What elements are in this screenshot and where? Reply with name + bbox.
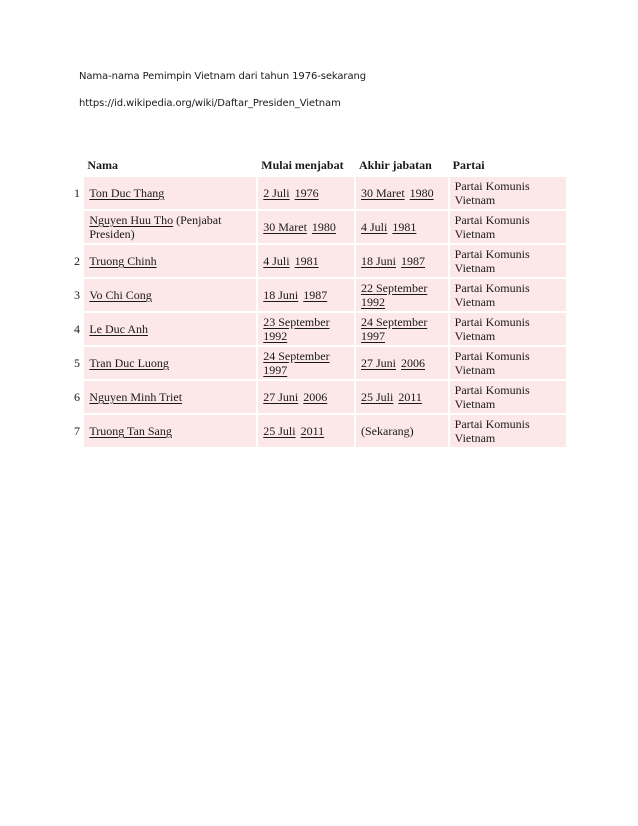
header-end: Akhir jabatan [354,154,448,175]
row-number [70,211,82,243]
row-number: 4 [70,313,82,345]
start-date-cell [256,279,354,311]
end-date-cell [354,245,448,277]
header-number [70,154,82,175]
leader-name-link[interactable]: Nguyen Minh Triet [89,390,183,404]
leader-name-link[interactable]: Truong Chinh [89,254,157,268]
leader-cell [82,347,256,379]
end-date-cell [354,381,448,413]
party-cell: Partai Komunis Vietnam [448,279,566,311]
leader-name-note: (Penjabat Presiden) [89,213,222,241]
start-day-link[interactable]: 30 Maret [263,220,307,234]
start-year-link[interactable]: 1992 [263,329,288,343]
start-date-cell [256,347,354,379]
leader-cell [82,177,256,209]
leader-name-link[interactable]: Truong Tan Sang [89,424,172,438]
table-row [70,177,566,209]
party-cell: Partai Komunis Vietnam [448,211,566,243]
leader-cell [82,415,256,447]
table-row [70,313,566,345]
table-body [70,177,566,447]
end-date-cell [354,177,448,209]
start-date-cell [256,415,354,447]
start-year-link[interactable]: 1981 [294,254,319,268]
table-row [70,381,566,413]
start-day-link[interactable]: 4 Juli [263,254,290,268]
party-cell: Partai Komunis Vietnam [448,347,566,379]
start-year-link[interactable]: 1976 [294,186,319,200]
end-year-link[interactable]: 2006 [401,356,426,370]
start-date-cell [256,381,354,413]
row-number: 5 [70,347,82,379]
leader-name-link[interactable]: Nguyen Huu Tho [89,213,174,227]
header-party: Partai [448,154,566,175]
start-day-link[interactable]: 18 Juni [263,288,299,302]
end-day-link[interactable]: 18 Juni [361,254,397,268]
row-number: 7 [70,415,82,447]
end-year-link[interactable]: 2011 [398,390,422,404]
leader-name-link[interactable]: Vo Chi Cong [89,288,152,302]
row-number: 6 [70,381,82,413]
leader-cell [82,279,256,311]
table-header-row [70,154,566,175]
start-date-cell [256,211,354,243]
start-day-link[interactable]: 24 September [263,349,330,363]
leaders-table [70,152,566,449]
table-row [70,279,566,311]
table-row [70,415,566,447]
start-date-cell [256,245,354,277]
party-cell: Partai Komunis Vietnam [448,177,566,209]
end-date-cell [354,415,448,447]
start-day-link[interactable]: 27 Juni [263,390,299,404]
end-day-link[interactable]: 30 Maret [361,186,405,200]
end-day-link[interactable]: 24 September [361,315,428,329]
start-date-cell [256,313,354,345]
document-title: Nama-nama Pemimpin Vietnam dari tahun 1976-sekarang [79,71,366,82]
row-number: 3 [70,279,82,311]
start-day-link[interactable]: 23 September [263,315,330,329]
start-year-link[interactable]: 2011 [300,424,325,438]
end-year-link[interactable]: 1981 [392,220,417,234]
end-day-link[interactable]: 27 Juni [361,356,397,370]
table-row [70,347,566,379]
end-date-cell [354,347,448,379]
leader-name-link[interactable]: Tran Duc Luong [89,356,169,370]
start-year-link[interactable]: 1997 [263,363,288,377]
table-row [70,211,566,243]
party-cell: Partai Komunis Vietnam [448,381,566,413]
party-cell: Partai Komunis Vietnam [448,415,566,447]
end-date-cell [354,211,448,243]
end-year-link[interactable]: 1997 [361,329,385,343]
party-cell: Partai Komunis Vietnam [448,313,566,345]
start-day-link[interactable]: 25 Juli [263,424,296,438]
end-date-cell [354,313,448,345]
end-day-link: (Sekarang) [361,424,414,438]
end-day-link[interactable]: 22 September [361,281,428,295]
leader-cell [82,313,256,345]
party-cell: Partai Komunis Vietnam [448,245,566,277]
row-number: 1 [70,177,82,209]
end-date-cell [354,279,448,311]
leader-cell [82,381,256,413]
end-year-link[interactable]: 1987 [401,254,426,268]
leader-name-link[interactable]: Ton Duc Thang [89,186,165,200]
end-day-link[interactable]: 4 Juli [361,220,388,234]
leader-cell [82,245,256,277]
start-day-link[interactable]: 2 Juli [263,186,290,200]
header-start: Mulai menjabat [256,154,354,175]
header-name: Nama [82,154,256,175]
leader-cell [82,211,256,243]
source-url[interactable]: https://id.wikipedia.org/wiki/Daftar_Presiden_Vietnam [79,98,341,109]
end-year-link[interactable]: 1980 [409,186,434,200]
start-date-cell [256,177,354,209]
start-year-link[interactable]: 1980 [311,220,336,234]
start-year-link[interactable]: 2006 [303,390,328,404]
start-year-link[interactable]: 1987 [303,288,328,302]
end-day-link[interactable]: 25 Juli [361,390,394,404]
table-row [70,245,566,277]
end-year-link[interactable]: 1992 [361,295,385,309]
leader-name-link[interactable]: Le Duc Anh [89,322,148,336]
row-number: 2 [70,245,82,277]
